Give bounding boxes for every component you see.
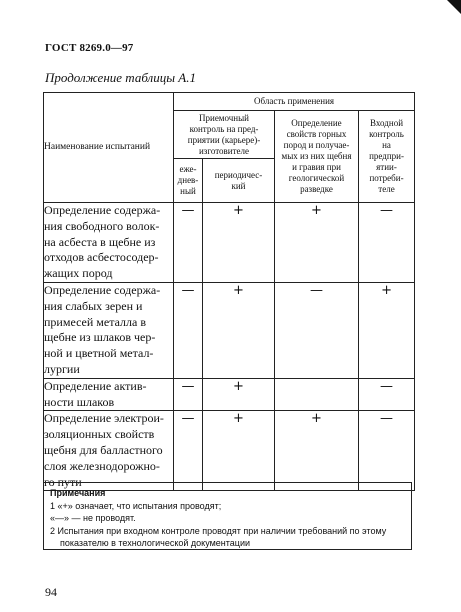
properties-mark: +: [275, 411, 359, 491]
daily-mark: —: [174, 411, 203, 491]
table-caption: Продолжение таблицы А.1: [45, 70, 196, 85]
daily-mark: —: [174, 378, 203, 411]
table-row: [44, 411, 415, 491]
properties-mark: +: [275, 203, 359, 283]
notes-box: [43, 482, 412, 550]
test-name-cell: Определение актив- ности шлаков: [44, 378, 174, 411]
incoming-mark: —: [359, 203, 415, 283]
page-number: 94: [45, 585, 57, 599]
standard-header: ГОСТ 8269.0—97: [45, 42, 134, 54]
header-test-name: Наименование испытаний: [44, 93, 174, 203]
table-row: [44, 378, 415, 411]
note-line: 2 Испытания при входном контроле проводят при наличии требований по этому: [50, 525, 387, 536]
header-row-1: [44, 93, 415, 111]
header-daily: еже- днев- ный: [174, 159, 203, 203]
periodic-mark: +: [203, 203, 275, 283]
table-row: [44, 203, 415, 283]
header-rock-properties: Определение свойств горных пород и получае- мых из них щебня и гравия при геологической разведке: [275, 111, 359, 203]
periodic-mark: +: [203, 378, 275, 411]
incoming-mark: —: [359, 378, 415, 411]
properties-mark: [275, 378, 359, 411]
header-incoming-control: Входной контроль на предпри- ятии- потреби- теле: [359, 111, 415, 203]
properties-mark: —: [275, 282, 359, 378]
periodic-mark: +: [203, 282, 275, 378]
application-table: [43, 92, 415, 491]
test-name-cell: Определение содержа- ния свободного волок- на асбеста в щебне из отходов асбестосодер- жащих пород: [44, 203, 174, 283]
test-name-cell: Определение электрои- золяционных свойств щебня для балластного слоя железнодорожно- го пути: [44, 411, 174, 491]
note-line: показателю в технологической документации: [60, 538, 250, 548]
page-corner-mark: [447, 0, 461, 14]
note-line: 1 «+» означает, что испытания проводят;: [50, 500, 222, 511]
incoming-mark: —: [359, 411, 415, 491]
incoming-mark: +: [359, 282, 415, 378]
header-acceptance-control: Приемочный контроль на пред- приятии (карьере)- изготовителе: [174, 111, 275, 159]
table-row: [44, 282, 415, 378]
header-periodic: периодичес- кий: [203, 159, 275, 203]
header-application-area: Область применения: [174, 93, 415, 111]
daily-mark: —: [174, 203, 203, 283]
periodic-mark: +: [203, 411, 275, 491]
daily-mark: —: [174, 282, 203, 378]
note-line: «—» — не проводят.: [50, 513, 136, 523]
test-name-cell: Определение содержа- ния слабых зерен и примесей металла в щебне из шлаков чер- ной и цветной метал- лургии: [44, 282, 174, 378]
notes-title: Примечания: [50, 488, 106, 498]
